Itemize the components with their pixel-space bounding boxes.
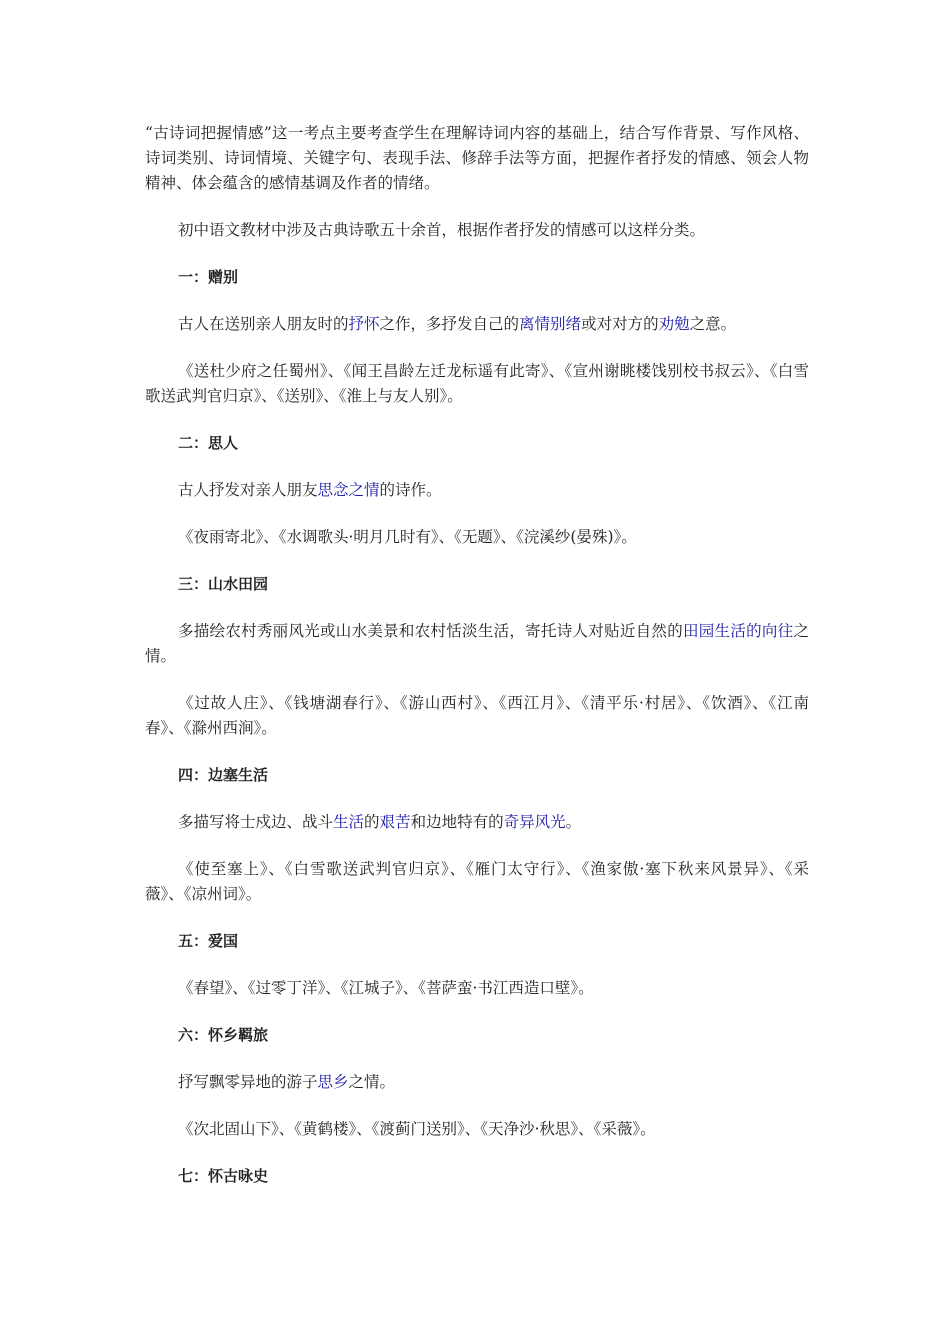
description-text: 抒写飘零异地的游子 bbox=[178, 1073, 318, 1091]
poem-list: 《送杜少府之任蜀州》、《闻王昌龄左迁龙标遥有此寄》、《宣州谢眺楼饯别校书叔云》、《白雪歌送武判官归京》、《送别》、《淮上与友人别》。 bbox=[145, 362, 809, 405]
intro-summary: 初中语文教材中涉及古典诗歌五十余首，根据作者抒发的情感可以这样分类。 bbox=[178, 221, 706, 239]
description-text: 古人在送别亲人朋友时的 bbox=[178, 315, 349, 333]
description-text: 。 bbox=[565, 813, 582, 831]
section-description bbox=[145, 619, 809, 669]
highlighted-keyword[interactable]: 抒怀 bbox=[348, 315, 380, 333]
highlighted-keyword[interactable]: 劝勉 bbox=[658, 315, 690, 333]
section-1 bbox=[145, 265, 809, 409]
section-heading: 二：思人 bbox=[178, 434, 239, 452]
section-heading: 三：山水田园 bbox=[178, 575, 269, 593]
description-text: 之情。 bbox=[348, 1073, 396, 1091]
description-text: 之意。 bbox=[689, 315, 737, 333]
section-description bbox=[145, 810, 809, 835]
poem-list: 《过故人庄》、《钱塘湖春行》、《游山西村》、《西江月》、《清平乐·村居》、《饮酒》、《江南春》、《滁州西涧》。 bbox=[145, 694, 809, 737]
description-text: 之作，多抒发自己的 bbox=[379, 315, 520, 333]
section-5 bbox=[145, 929, 809, 1001]
section-description bbox=[145, 312, 809, 337]
poem-list: 《春望》、《过零丁洋》、《江城子》、《菩萨蛮·书江西造口壁》。 bbox=[178, 979, 594, 997]
highlighted-keyword[interactable]: 艰苦 bbox=[379, 813, 411, 831]
section-heading: 七：怀古咏史 bbox=[178, 1167, 269, 1185]
poem-list: 《次北固山下》、《黄鹤楼》、《渡蓟门送别》、《天净沙·秋思》、《采薇》。 bbox=[178, 1120, 656, 1138]
highlighted-keyword[interactable]: 田园生活的向往 bbox=[683, 622, 794, 640]
section-heading: 一：赠别 bbox=[178, 268, 239, 286]
description-text: 多描写将士戍边、战斗 bbox=[178, 813, 334, 831]
highlighted-keyword[interactable]: 思念之情 bbox=[317, 481, 380, 499]
description-text: 古人抒发对亲人朋友 bbox=[178, 481, 318, 499]
sections-container bbox=[145, 265, 809, 1189]
description-text: 的 bbox=[364, 813, 380, 831]
description-text: 多描绘农村秀丽风光或山水美景和农村恬淡生活，寄托诗人对贴近自然的 bbox=[178, 622, 683, 640]
highlighted-keyword[interactable]: 思乡 bbox=[317, 1073, 349, 1091]
section-heading: 六：怀乡羁旅 bbox=[178, 1026, 269, 1044]
section-7 bbox=[145, 1164, 809, 1189]
highlighted-keyword[interactable]: 生活 bbox=[333, 813, 365, 831]
highlighted-keyword[interactable]: 离情别绪 bbox=[519, 315, 582, 333]
description-text: 或对对方的 bbox=[581, 315, 659, 333]
intro-paragraph: “古诗词把握情感”这一考点主要考查学生在理解诗词内容的基础上，结合写作背景、写作风格、诗词类别、诗词情境、关键字句、表现手法、修辞手法等方面，把握作者抒发的情感、领会人物精神、体会蕴含的感情基调及作者的情绪。 bbox=[145, 124, 809, 192]
section-heading: 四：边塞生活 bbox=[178, 766, 269, 784]
section-4 bbox=[145, 763, 809, 907]
description-text: 的诗作。 bbox=[379, 481, 442, 499]
description-text: 和边地特有的 bbox=[410, 813, 504, 831]
document-page bbox=[145, 121, 809, 1211]
section-description bbox=[145, 1070, 809, 1095]
section-heading: 五：爱国 bbox=[178, 932, 239, 950]
description-text: 之情。 bbox=[145, 622, 809, 665]
section-description bbox=[145, 478, 809, 503]
section-3 bbox=[145, 572, 809, 741]
poem-list: 《夜雨寄北》、《水调歌头·明月几时有》、《无题》、《浣溪纱(晏殊)》。 bbox=[178, 528, 637, 546]
highlighted-keyword[interactable]: 奇异风光 bbox=[503, 813, 566, 831]
section-2 bbox=[145, 431, 809, 550]
poem-list: 《使至塞上》、《白雪歌送武判官归京》、《雁门太守行》、《渔家傲·塞下秋来风景异》、《采薇》、《凉州词》。 bbox=[145, 860, 809, 903]
section-6 bbox=[145, 1023, 809, 1142]
